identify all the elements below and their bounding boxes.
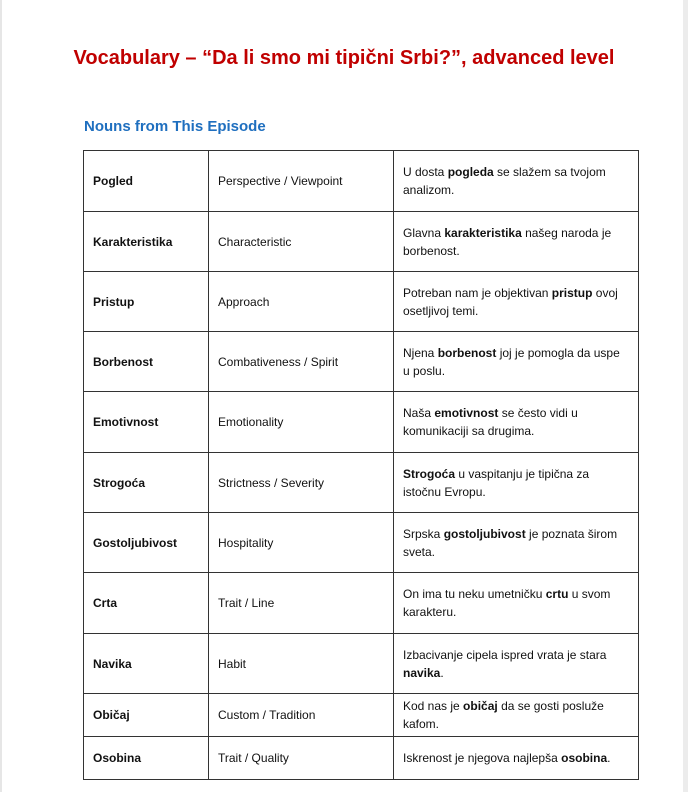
example-text-before: Glavna <box>403 225 445 240</box>
example-highlighted-word: običaj <box>463 699 498 713</box>
vocab-word: Navika <box>84 634 209 694</box>
example-text-before: Kod nas je <box>403 699 464 713</box>
vocab-example <box>394 634 639 694</box>
table-row <box>84 694 639 737</box>
vocab-meaning: Hospitality <box>209 513 394 573</box>
example-text-before: Iskrenost je njegova najlepša <box>403 751 562 765</box>
vocab-example <box>394 453 639 513</box>
example-text-after: . <box>607 751 611 765</box>
vocab-meaning: Emotionality <box>209 392 394 453</box>
vocabulary-table <box>83 150 639 780</box>
vocab-example <box>394 392 639 453</box>
example-text-before: Njena <box>403 345 438 360</box>
vocab-meaning: Characteristic <box>209 212 394 272</box>
vocab-word: Osobina <box>84 737 209 780</box>
vocab-word: Crta <box>84 573 209 634</box>
example-highlighted-word: borbenost <box>437 345 497 360</box>
example-highlighted-word: gostoljubivost <box>443 526 526 541</box>
example-text-after: joj je pomogla da uspe u poslu. <box>403 345 620 378</box>
example-text-before: Naša <box>403 406 435 420</box>
vocab-meaning: Custom / Tradition <box>209 694 394 737</box>
vocab-word: Emotivnost <box>84 392 209 453</box>
example-text-after: ovoj osetljivoj temi. <box>403 285 618 318</box>
table-row <box>84 151 639 212</box>
vocab-example <box>394 513 639 573</box>
table-row <box>84 453 639 513</box>
table-row <box>84 513 639 573</box>
example-text-after: . <box>440 665 444 680</box>
vocab-word: Pogled <box>84 151 209 212</box>
vocab-example <box>394 573 639 634</box>
example-highlighted-word: emotivnost <box>434 406 499 420</box>
vocab-word: Običaj <box>84 694 209 737</box>
vocab-example <box>394 737 639 780</box>
vocab-meaning: Strictness / Severity <box>209 453 394 513</box>
table-row <box>84 212 639 272</box>
page-left-edge <box>0 0 2 792</box>
table-row <box>84 272 639 332</box>
example-text-after: našeg naroda je borbenost. <box>403 225 612 258</box>
vocab-word: Strogoća <box>84 453 209 513</box>
page-title: Vocabulary – “Da li smo mi tipični Srbi?”, advanced level <box>73 47 615 69</box>
vocab-example <box>394 332 639 392</box>
vocab-meaning: Perspective / Viewpoint <box>209 151 394 212</box>
example-text-after: u vaspitanju je tipična za istočnu Evropu. <box>403 466 590 499</box>
vocab-word: Pristup <box>84 272 209 332</box>
example-text-before: U dosta <box>403 165 448 179</box>
example-highlighted-word: osobina <box>561 751 608 765</box>
vocab-meaning: Trait / Quality <box>209 737 394 780</box>
section-heading: Nouns from This Episode <box>84 118 266 135</box>
example-text-after: u svom karakteru. <box>403 587 611 619</box>
example-text-after: se često vidi u komunikaciji sa drugima. <box>403 406 578 438</box>
example-text-after: se slažem sa tvojom analizom. <box>403 165 606 197</box>
example-highlighted-word: Strogoća <box>403 466 456 481</box>
example-highlighted-word: navika <box>403 665 441 680</box>
vocab-meaning: Trait / Line <box>209 573 394 634</box>
vocab-meaning: Combativeness / Spirit <box>209 332 394 392</box>
example-highlighted-word: karakteristika <box>444 225 522 240</box>
vocab-example <box>394 212 639 272</box>
table-row <box>84 392 639 453</box>
example-text-after: je poznata širom sveta. <box>403 526 618 559</box>
vocab-meaning: Approach <box>209 272 394 332</box>
vocab-example <box>394 151 639 212</box>
example-text-before: Potreban nam je objektivan <box>403 285 552 300</box>
vocab-meaning: Habit <box>209 634 394 694</box>
example-text-before: Srpska <box>403 526 444 541</box>
table-row <box>84 332 639 392</box>
example-text-after: da se gosti posluže kafom. <box>403 699 604 731</box>
example-highlighted-word: crtu <box>545 587 569 601</box>
vocab-example <box>394 694 639 737</box>
example-highlighted-word: pristup <box>551 285 593 300</box>
vocab-word: Karakteristika <box>84 212 209 272</box>
example-text-before: Izbacivanje cipela ispred vrata je stara <box>403 647 607 662</box>
table-row <box>84 573 639 634</box>
table-row <box>84 634 639 694</box>
page-right-edge <box>683 0 688 792</box>
table-row <box>84 737 639 780</box>
example-text-before: On ima tu neku umetničku <box>403 587 546 601</box>
vocabulary-table-body <box>84 151 639 780</box>
vocab-word: Borbenost <box>84 332 209 392</box>
example-highlighted-word: pogleda <box>447 165 494 179</box>
vocab-example <box>394 272 639 332</box>
vocab-word: Gostoljubivost <box>84 513 209 573</box>
